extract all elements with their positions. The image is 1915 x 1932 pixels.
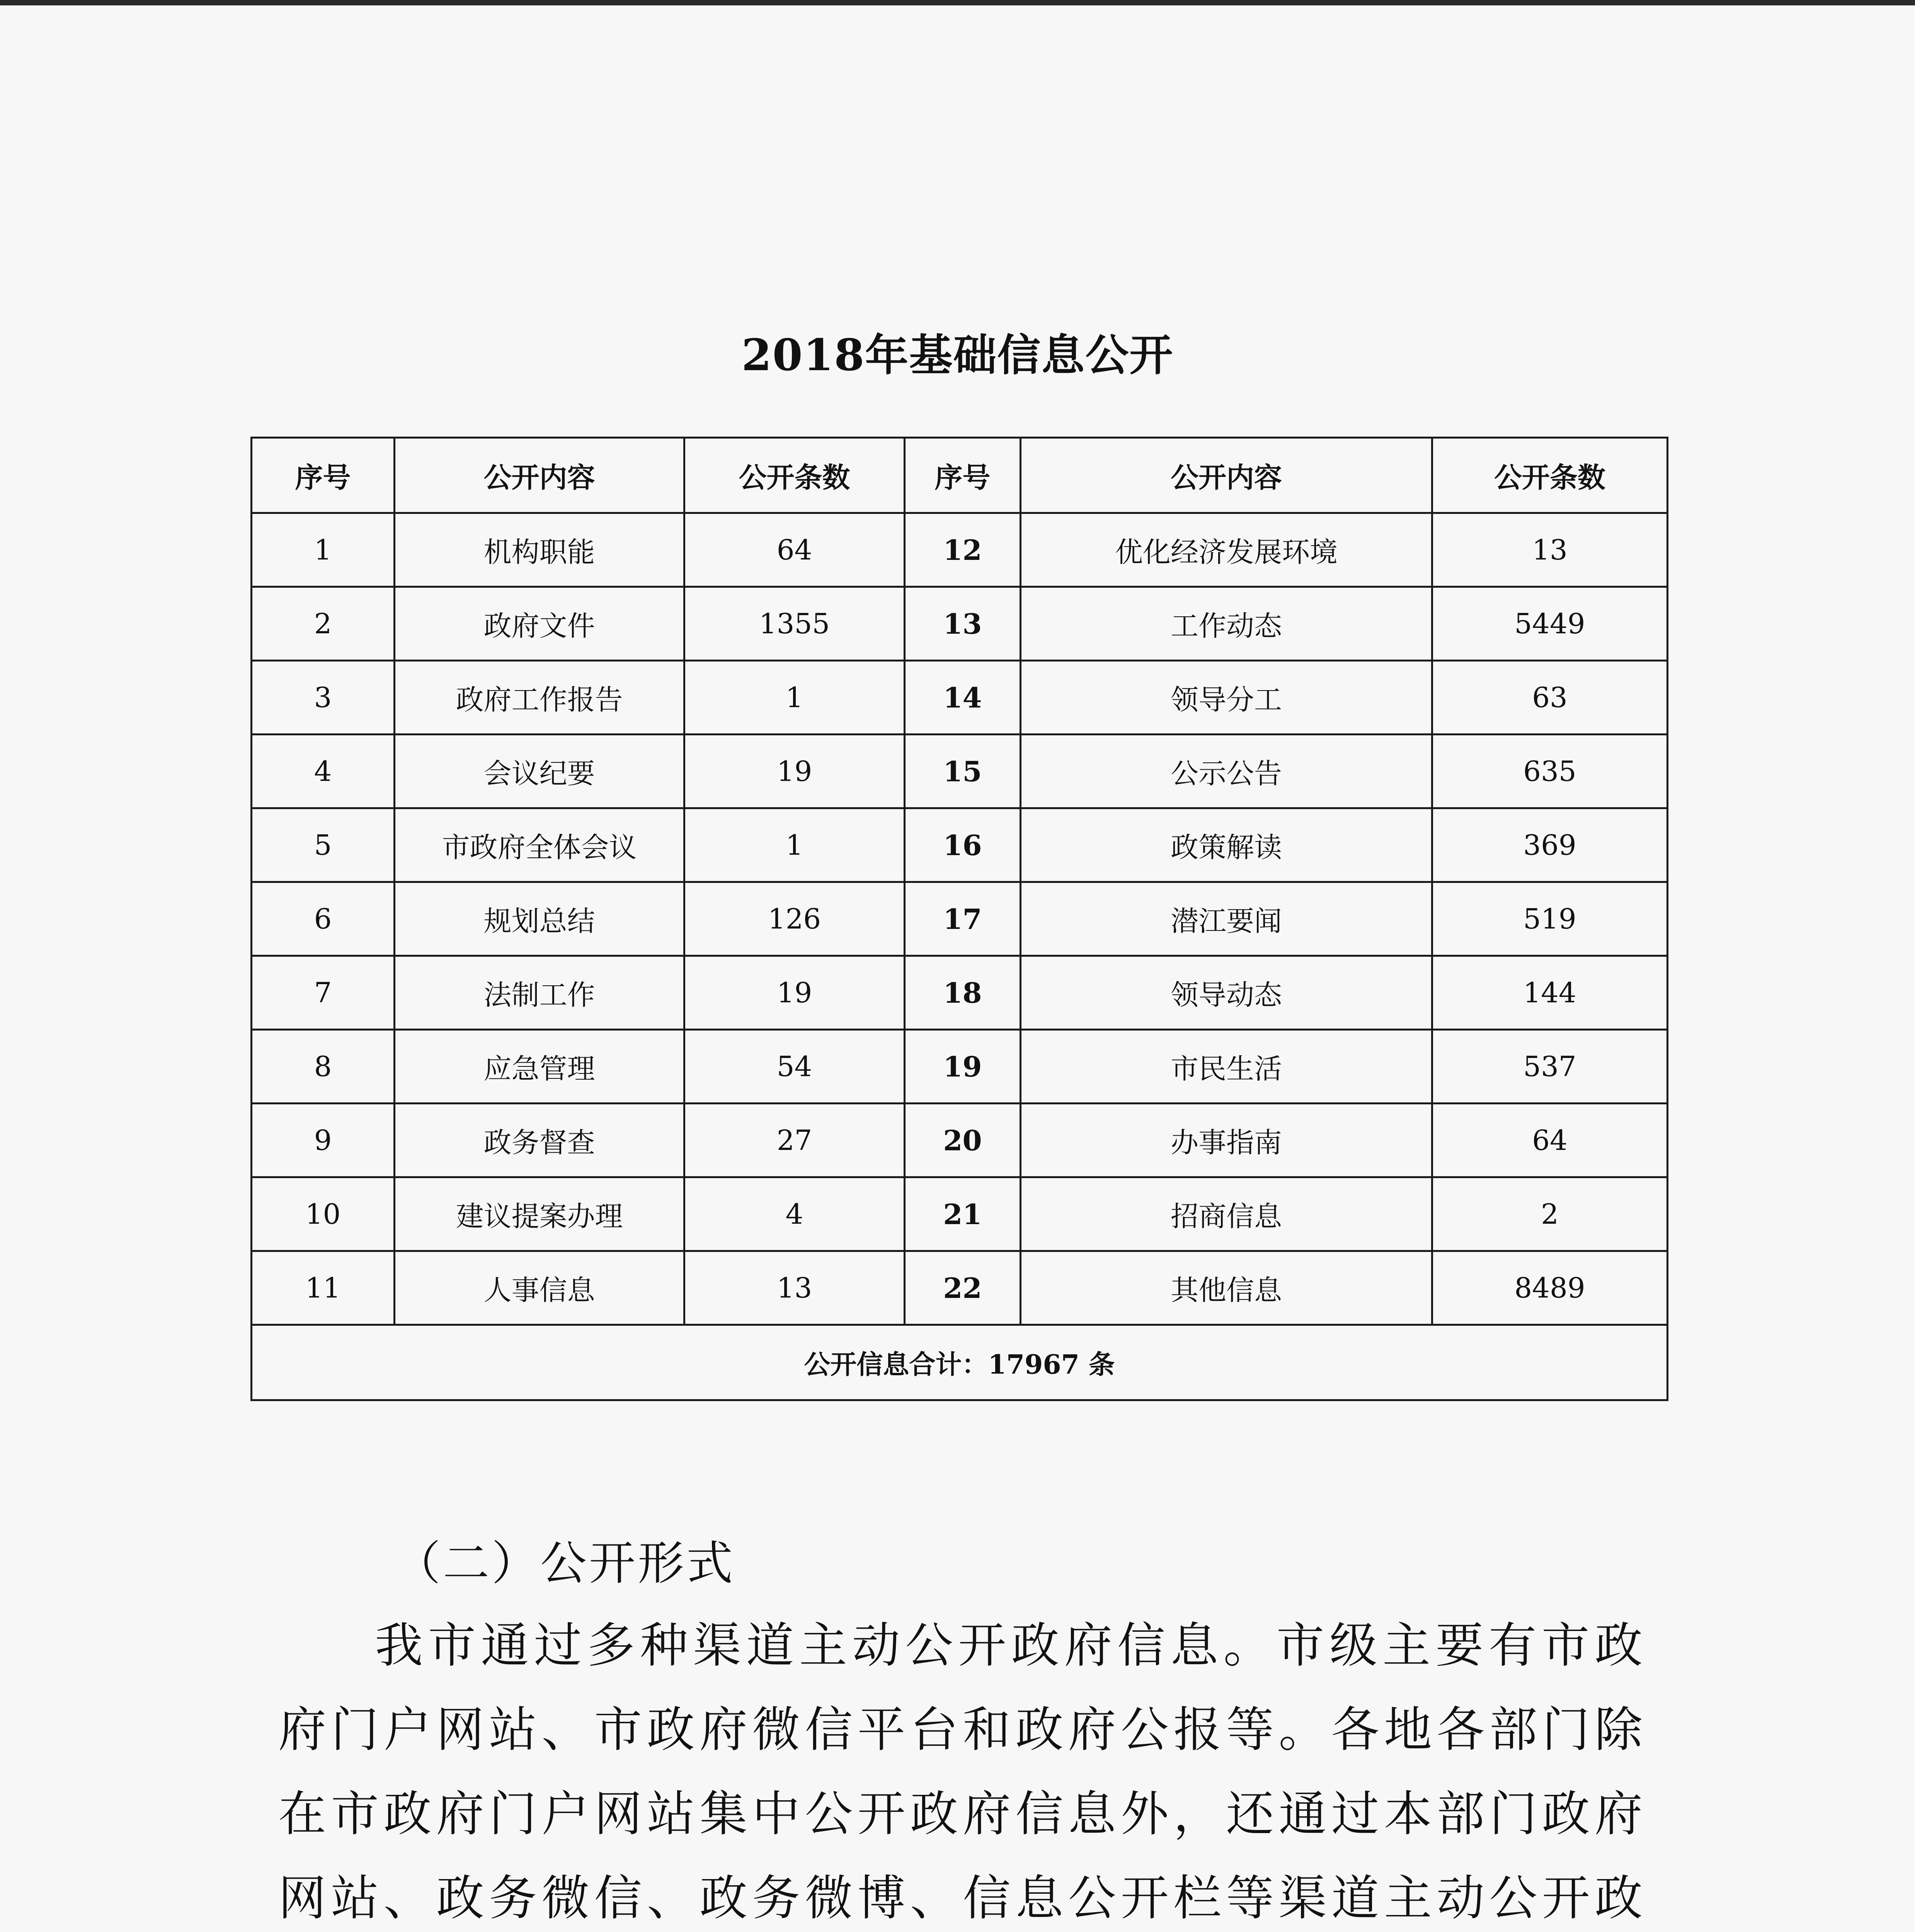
row-count: 1 [684, 661, 905, 735]
row-content: 应急管理 [395, 1030, 684, 1104]
row-count: 1 [684, 808, 905, 882]
row-content: 政府工作报告 [395, 661, 684, 735]
row-count: 519 [1432, 882, 1668, 956]
row-seq: 9 [252, 1104, 395, 1177]
row-seq: 4 [252, 735, 395, 808]
row-content: 其他信息 [1021, 1251, 1432, 1325]
row-content: 人事信息 [395, 1251, 684, 1325]
row-content: 机构职能 [395, 513, 684, 587]
row-count: 2 [1432, 1177, 1668, 1251]
row-content: 市政府全体会议 [395, 808, 684, 882]
row-count: 537 [1432, 1030, 1668, 1104]
row-seq: 11 [252, 1251, 395, 1325]
table-total: 公开信息合计：17967 条 [252, 1325, 1668, 1400]
row-count: 4 [684, 1177, 905, 1251]
row-seq: 6 [252, 882, 395, 956]
row-count: 64 [684, 513, 905, 587]
row-seq: 22 [905, 1251, 1021, 1325]
row-seq: 5 [252, 808, 395, 882]
row-content: 招商信息 [1021, 1177, 1432, 1251]
row-content: 办事指南 [1021, 1104, 1432, 1177]
row-count: 13 [684, 1251, 905, 1325]
table-row [252, 1251, 1668, 1325]
row-count: 5449 [1432, 587, 1668, 661]
row-seq: 8 [252, 1030, 395, 1104]
row-count: 635 [1432, 735, 1668, 808]
row-content: 公示公告 [1021, 735, 1432, 808]
table-row [252, 808, 1668, 882]
row-count: 369 [1432, 808, 1668, 882]
row-count: 64 [1432, 1104, 1668, 1177]
row-seq: 2 [252, 587, 395, 661]
row-content: 市民生活 [1021, 1030, 1432, 1104]
row-count: 27 [684, 1104, 905, 1177]
table-body [252, 513, 1668, 1325]
scan-top-edge [0, 0, 1915, 5]
table-row [252, 513, 1668, 587]
table-row [252, 956, 1668, 1030]
row-content: 潜江要闻 [1021, 882, 1432, 956]
row-content: 建议提案办理 [395, 1177, 684, 1251]
table-row [252, 587, 1668, 661]
row-count: 13 [1432, 513, 1668, 587]
row-seq: 3 [252, 661, 395, 735]
table-row [252, 735, 1668, 808]
header-count: 公开条数 [684, 438, 905, 513]
row-seq: 1 [252, 513, 395, 587]
table-title: 2018年基础信息公开 [741, 330, 1174, 381]
row-content: 规划总结 [395, 882, 684, 956]
table-row [252, 661, 1668, 735]
row-seq: 19 [905, 1030, 1021, 1104]
header-content: 公开内容 [395, 438, 684, 513]
row-count: 1355 [684, 587, 905, 661]
row-seq: 7 [252, 956, 395, 1030]
row-content: 优化经济发展环境 [1021, 513, 1432, 587]
section-heading: （二）公开形式 [394, 1537, 735, 1590]
row-count: 19 [684, 956, 905, 1030]
row-content: 政务督查 [395, 1104, 684, 1177]
row-seq: 17 [905, 882, 1021, 956]
table-row [252, 1030, 1668, 1104]
table-row [252, 1104, 1668, 1177]
row-content: 政策解读 [1021, 808, 1432, 882]
table-total-row [252, 1325, 1668, 1400]
info-disclosure-table [250, 437, 1668, 1401]
row-seq: 20 [905, 1104, 1021, 1177]
row-seq: 16 [905, 808, 1021, 882]
row-content: 领导动态 [1021, 956, 1432, 1030]
row-seq: 12 [905, 513, 1021, 587]
header-count: 公开条数 [1432, 438, 1668, 513]
row-seq: 13 [905, 587, 1021, 661]
table-header-row [252, 438, 1668, 513]
row-count: 126 [684, 882, 905, 956]
body-paragraph: 我市通过多种渠道主动公开政府信息。市级主要有市政府门户网站、市政府微信平台和政府公报等。各地各部门除在市政府门户网站集中公开政府信息外，还通过本部门政府网站、政务微信、政务微博、信息公开栏等渠道主动公开政 [278, 1618, 1646, 1926]
row-content: 工作动态 [1021, 587, 1432, 661]
row-count: 144 [1432, 956, 1668, 1030]
row-count: 19 [684, 735, 905, 808]
row-count: 8489 [1432, 1251, 1668, 1325]
row-content: 政府文件 [395, 587, 684, 661]
row-content: 领导分工 [1021, 661, 1432, 735]
table-row [252, 882, 1668, 956]
table-row [252, 1177, 1668, 1251]
row-seq: 10 [252, 1177, 395, 1251]
row-content: 法制工作 [395, 956, 684, 1030]
row-seq: 15 [905, 735, 1021, 808]
row-seq: 14 [905, 661, 1021, 735]
row-seq: 18 [905, 956, 1021, 1030]
row-content: 会议纪要 [395, 735, 684, 808]
header-seq: 序号 [905, 438, 1021, 513]
row-count: 54 [684, 1030, 905, 1104]
row-seq: 21 [905, 1177, 1021, 1251]
row-count: 63 [1432, 661, 1668, 735]
header-content: 公开内容 [1021, 438, 1432, 513]
header-seq: 序号 [252, 438, 395, 513]
